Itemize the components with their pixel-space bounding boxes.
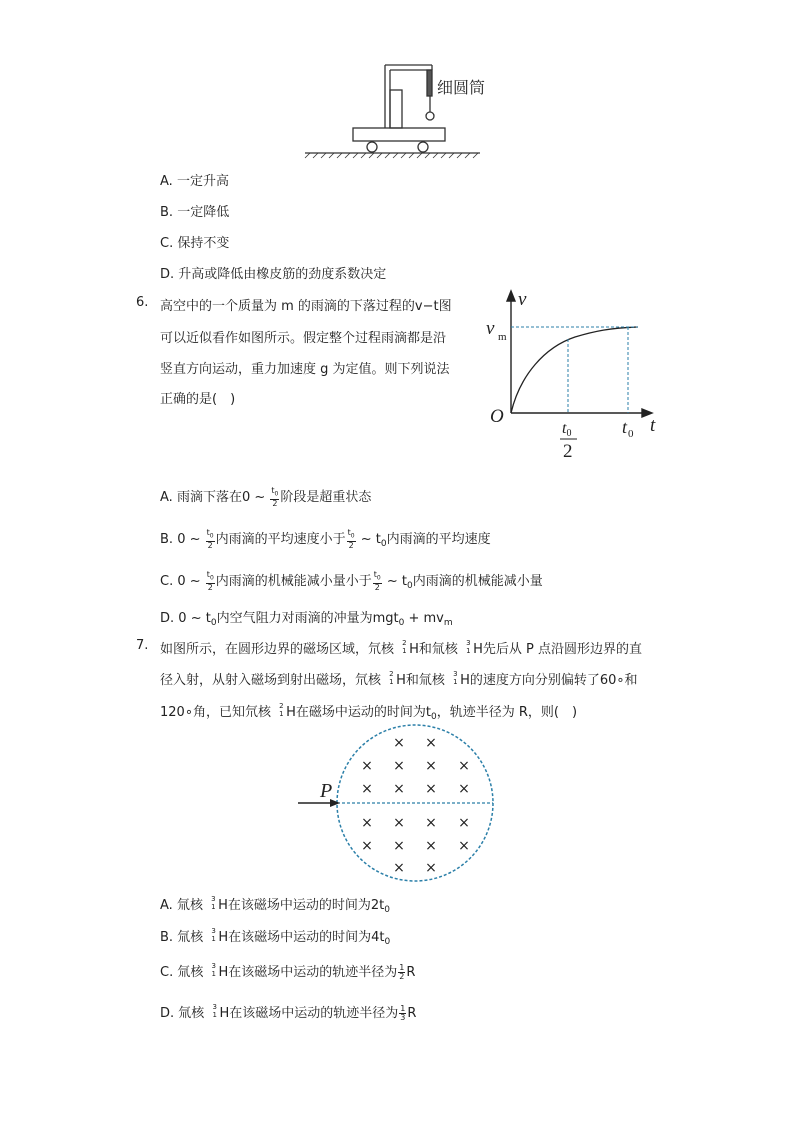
q5-option-d: D. 升高或降低由橡皮筋的劲度系数决定 [160, 267, 387, 282]
vt-y-arrow [507, 291, 515, 301]
point-p-label: P [320, 780, 333, 802]
svg-text:×: × [458, 781, 470, 797]
svg-text:×: × [425, 838, 437, 854]
svg-text:×: × [361, 838, 373, 854]
svg-text:×: × [361, 758, 373, 774]
q6-stem-line-2: 可以近似看作如图所示。假定整个过程雨滴都是沿 [160, 331, 447, 346]
svg-text:×: × [425, 815, 437, 831]
field-crosses [361, 735, 470, 876]
svg-text:×: × [361, 815, 373, 831]
svg-text:×: × [425, 758, 437, 774]
vt-half-den: 2 [563, 441, 573, 462]
svg-text:×: × [393, 860, 405, 876]
q6-number: 6. [136, 295, 149, 310]
vt-origin: O [490, 406, 504, 427]
svg-text:×: × [393, 735, 405, 751]
vt-graph [480, 285, 670, 465]
q7-option-c: C. 氚核 3 1 H在该磁场中运动的轨迹半径为 $\frac{1}{2}$ R [160, 962, 416, 981]
q5-option-c: C. 保持不变 [160, 236, 230, 251]
svg-text:×: × [458, 758, 470, 774]
q7-stem-line-2: 径入射，从射入磁场到射出磁场，氘核 2 1 H和氚核 3 1 H的速度方向分别偏转了60∘和 [160, 670, 638, 688]
vt-curve [511, 327, 638, 413]
svg-text:×: × [393, 758, 405, 774]
vt-t0-label: t [622, 417, 628, 437]
q6-option-d: D. 0 ~ $t_0$内空气阻力对雨滴的冲量为$mgt_0 + mv_m$ [160, 611, 453, 628]
q7-number: 7. [136, 638, 149, 653]
q6-stem-line-1: 高空中的一个质量为 m 的雨滴的下落过程的v−t图 [160, 299, 452, 314]
svg-text:×: × [393, 781, 405, 797]
q7-option-d: D. 氚核 3 1 H在该磁场中运动的轨迹半径为 $\frac{1}{3}$ R [160, 1003, 417, 1022]
vt-vm-sub: m [498, 331, 507, 343]
vt-vm-label: v [486, 318, 495, 339]
q7-option-b: B. 氚核 3 1 H在该磁场中运动的时间为$4t_0$ [160, 927, 391, 947]
svg-text:×: × [425, 735, 437, 751]
q5-option-a: A. 一定升高 [160, 174, 229, 189]
magnetic-field-figure [290, 722, 510, 887]
vt-y-label: v [518, 289, 527, 310]
svg-text:×: × [425, 860, 437, 876]
tube-label: 细圆筒 [437, 78, 486, 97]
q5-option-b: B. 一定降低 [160, 205, 230, 220]
svg-text:×: × [361, 781, 373, 797]
q6-option-c: C. 0 ~ $\frac{t_0}{2}$ 内雨滴的机械能减小量小于 $\frac{t_0}{2}$ ~ $t_0$内雨滴的机械能减小量 [160, 570, 543, 592]
q6-stem-line-3: 竖直方向运动，重力加速度 g 为定值。则下列说法 [160, 362, 450, 377]
q6-option-a: A. 雨滴下落在0 ~ $\frac{t_0}{2}$ 阶段是超重状态 [160, 486, 372, 508]
svg-text:×: × [393, 815, 405, 831]
q6-option-b: B. 0 ~ $\frac{t_0}{2}$ 内雨滴的平均速度小于 $\frac{t_0}{2}$ ~ $t_0$内雨滴的平均速度 [160, 528, 491, 550]
q7-stem-line-3: 120∘角，已知氘核 2 1 H在磁场中运动的时间为$t_0$，轨迹半径为 R，则( ) [160, 702, 578, 722]
svg-text:×: × [458, 815, 470, 831]
svg-text:×: × [458, 838, 470, 854]
q7-stem-line-1: 如图所示，在圆形边界的磁场区域，氘核 2 1 H和氚核 3 1 H先后从 P 点沿圆形边界的直 [160, 639, 642, 657]
vt-t0-sub: 0 [628, 428, 634, 440]
svg-text:×: × [393, 838, 405, 854]
vt-half-num: t0 [562, 420, 572, 439]
q7-option-a: A. 氚核 3 1 H在该磁场中运动的时间为$2t_0$ [160, 895, 390, 915]
q6-a-frac: $\frac{t_0}{2}$ [271, 486, 279, 508]
svg-text:×: × [425, 781, 437, 797]
q6-stem-line-4: 正确的是( ) [160, 392, 236, 407]
vt-x-label: t [650, 415, 656, 436]
